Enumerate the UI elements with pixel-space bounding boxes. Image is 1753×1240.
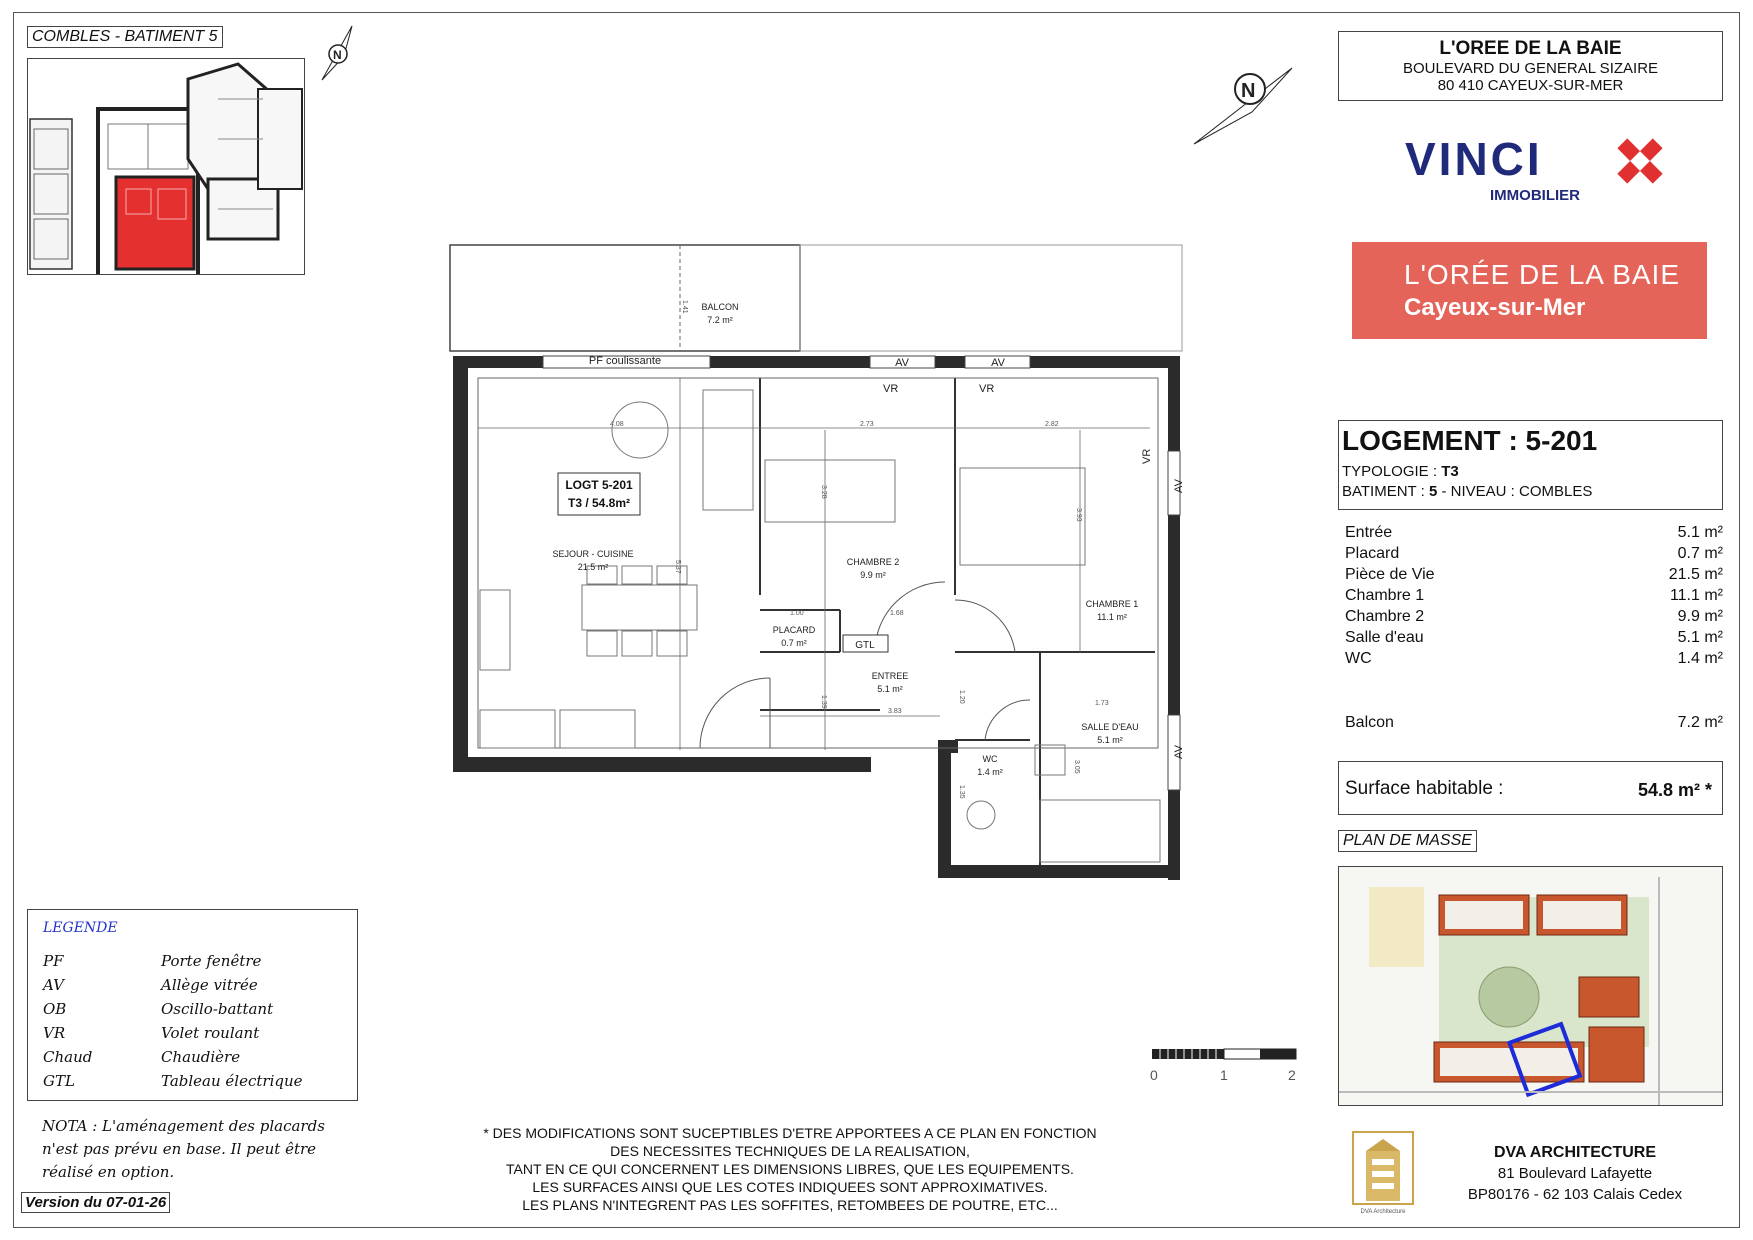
svg-text:1.39: 1.39 bbox=[820, 695, 827, 709]
plan-de-masse-label: PLAN DE MASSE bbox=[1338, 830, 1477, 852]
north-arrow-icon bbox=[1188, 62, 1298, 147]
chambre1-area: 11.1 m² bbox=[1097, 612, 1127, 622]
legend-item: OB Oscillo-battant bbox=[43, 1000, 274, 1018]
chambre2-area: 9.9 m² bbox=[860, 570, 886, 580]
legend-item: Chaud Chaudière bbox=[43, 1048, 241, 1066]
project-city: 80 410 CAYEUX-SUR-MER bbox=[1437, 77, 1624, 94]
surface-row: Salle d'eau 5.1 m² bbox=[1345, 629, 1723, 646]
salle-deau-label: SALLE D'EAU bbox=[1081, 722, 1139, 732]
logement-box bbox=[1338, 420, 1723, 510]
balcon-label: BALCON bbox=[701, 302, 739, 312]
svg-text:1.35: 1.35 bbox=[958, 785, 965, 799]
floor-plan bbox=[440, 238, 1190, 888]
version-label: Version du 07-01-26 bbox=[21, 1192, 170, 1213]
surface-habitable-box bbox=[1338, 761, 1723, 815]
surface-row: Pièce de Vie 21.5 m² bbox=[1345, 566, 1723, 583]
placard-area: 0.7 m² bbox=[781, 638, 807, 648]
svg-text:N: N bbox=[1241, 80, 1256, 102]
project-name: L'OREE DE LA BAIE bbox=[1439, 38, 1622, 59]
scale-tick-2: 2 bbox=[1288, 1067, 1296, 1083]
svg-text:IMMOBILIER: IMMOBILIER bbox=[1490, 187, 1580, 204]
typologie-line: TYPOLOGIE : T3 bbox=[1342, 463, 1459, 480]
entree-area: 5.1 m² bbox=[877, 684, 903, 694]
site-plan bbox=[1338, 866, 1723, 1106]
balcon-area bbox=[450, 245, 800, 351]
surface-row: Entrée 5.1 m² bbox=[1345, 524, 1723, 541]
svg-text:3.28: 3.28 bbox=[820, 485, 827, 499]
architect-address-1: 81 Boulevard Lafayette bbox=[1497, 1165, 1653, 1182]
project-address-block bbox=[1338, 31, 1723, 101]
av-label: AV bbox=[991, 357, 1005, 369]
banner-title: L'ORÉE DE LA BAIE bbox=[1404, 259, 1681, 290]
nota-text: NOTA : L'aménagement des placards n'est pas prévu en base. Il peut être réalisé en option. bbox=[42, 1117, 325, 1181]
svg-text:N: N bbox=[333, 48, 342, 62]
scale-tick-0: 0 bbox=[1150, 1067, 1158, 1083]
av-label: AV bbox=[895, 357, 909, 369]
surface-row: Placard 0.7 m² bbox=[1345, 545, 1723, 562]
batiment-line: BATIMENT : 5 - NIVEAU : COMBLES bbox=[1342, 483, 1593, 500]
svg-text:4.08: 4.08 bbox=[610, 421, 624, 428]
svg-text:1.68: 1.68 bbox=[890, 610, 904, 617]
surface-row: Chambre 1 11.1 m² bbox=[1345, 587, 1723, 604]
north-arrow-small-icon bbox=[318, 22, 358, 82]
sejour-area: 21.5 m² bbox=[577, 562, 609, 572]
surface-row: Chambre 2 9.9 m² bbox=[1345, 608, 1723, 625]
project-banner bbox=[1352, 242, 1707, 339]
wc-label: WC bbox=[982, 754, 998, 764]
svg-text:1.00: 1.00 bbox=[790, 610, 804, 617]
legend-box bbox=[27, 909, 358, 1101]
architect-block bbox=[1430, 1142, 1720, 1205]
dva-logo-caption: DVA Architecture bbox=[1360, 1209, 1406, 1215]
vr-label: VR bbox=[1141, 448, 1153, 464]
level-label: COMBLES - BATIMENT 5 bbox=[27, 26, 223, 48]
svg-text:3.83: 3.83 bbox=[888, 708, 902, 715]
vr-label: VR bbox=[883, 383, 899, 395]
architect-address-2: BP80176 - 62 103 Calais Cedex bbox=[1467, 1186, 1683, 1203]
banner-subtitle: Cayeux-sur-Mer bbox=[1404, 294, 1586, 321]
svg-text:3.05: 3.05 bbox=[1073, 760, 1080, 774]
sejour-label: SEJOUR - CUISINE bbox=[552, 549, 634, 559]
svg-text:1.41: 1.41 bbox=[681, 300, 688, 314]
disclaimer-text: * DES MODIFICATIONS SONT SUCEPTIBLES D'ETRE APPORTEES A CE PLAN EN FONCTION DES NECESSITES TECHNIQUES DE LA REALISATION, TANT EN CE QUI CONCERNENT LES DIMENSIONS LIBRES, QUE LES EQUIPEMENTS. LES SURFACES AINSI QUE LES COTES INDIQUEES SONT APPROXIMATIVES. LES PLANS N'INTEGRENT PAS LES SOFFITES, RETOMBEES DE POUTRE, ETC... bbox=[483, 1125, 1097, 1213]
svg-text:5.37: 5.37 bbox=[674, 560, 681, 574]
av-label: AV bbox=[1173, 479, 1185, 493]
legend-title: LEGENDE bbox=[43, 920, 118, 936]
logt-label: LOGT 5-201 bbox=[565, 478, 633, 492]
logement-title: LOGEMENT : 5-201 bbox=[1342, 425, 1598, 456]
legend-item: AV Allège vitrée bbox=[43, 976, 258, 994]
svg-text:1.73: 1.73 bbox=[1095, 700, 1109, 707]
legend-item: GTL Tableau électrique bbox=[43, 1072, 303, 1090]
chambre2-label: CHAMBRE 2 bbox=[846, 557, 900, 567]
balcon-row: Balcon 7.2 m² bbox=[1345, 714, 1723, 731]
surface-habitable-label: Surface habitable : bbox=[1345, 778, 1504, 799]
vinci-immobilier-logo bbox=[1400, 128, 1680, 208]
legend-item: VR Volet roulant bbox=[43, 1024, 260, 1042]
placard-label: PLACARD bbox=[772, 625, 816, 635]
gtl-label: GTL bbox=[855, 640, 875, 651]
dva-architecture-logo bbox=[1352, 1131, 1414, 1216]
svg-text:2.82: 2.82 bbox=[1045, 421, 1059, 428]
salle-deau-area: 5.1 m² bbox=[1097, 735, 1123, 745]
svg-text:VINCI: VINCI bbox=[1405, 133, 1543, 185]
wc-area: 1.4 m² bbox=[977, 767, 1003, 777]
svg-text:1.20: 1.20 bbox=[958, 690, 965, 704]
surface-row: WC 1.4 m² bbox=[1345, 650, 1723, 667]
pf-coulissante-label: PF coulissante bbox=[588, 355, 662, 367]
svg-text:3.93: 3.93 bbox=[1075, 508, 1082, 522]
scale-tick-1: 1 bbox=[1220, 1067, 1228, 1083]
scale-bar bbox=[1150, 1047, 1300, 1087]
legend-item: PF Porte fenêtre bbox=[43, 952, 262, 970]
balcon-area-label: 7.2 m² bbox=[707, 315, 733, 325]
chambre1-label: CHAMBRE 1 bbox=[1085, 599, 1139, 609]
architect-name: DVA ARCHITECTURE bbox=[1493, 1144, 1657, 1161]
logt-sub: T3 / 54.8m² bbox=[567, 496, 631, 510]
av-label: AV bbox=[1173, 745, 1185, 759]
project-street: BOULEVARD DU GENERAL SIZAIRE bbox=[1402, 60, 1659, 77]
surface-habitable-value: 54.8 m² * bbox=[1637, 780, 1712, 800]
entree-label: ENTREE bbox=[871, 671, 909, 681]
svg-text:2.73: 2.73 bbox=[860, 421, 874, 428]
key-plan bbox=[27, 58, 305, 275]
vr-label: VR bbox=[979, 383, 995, 395]
